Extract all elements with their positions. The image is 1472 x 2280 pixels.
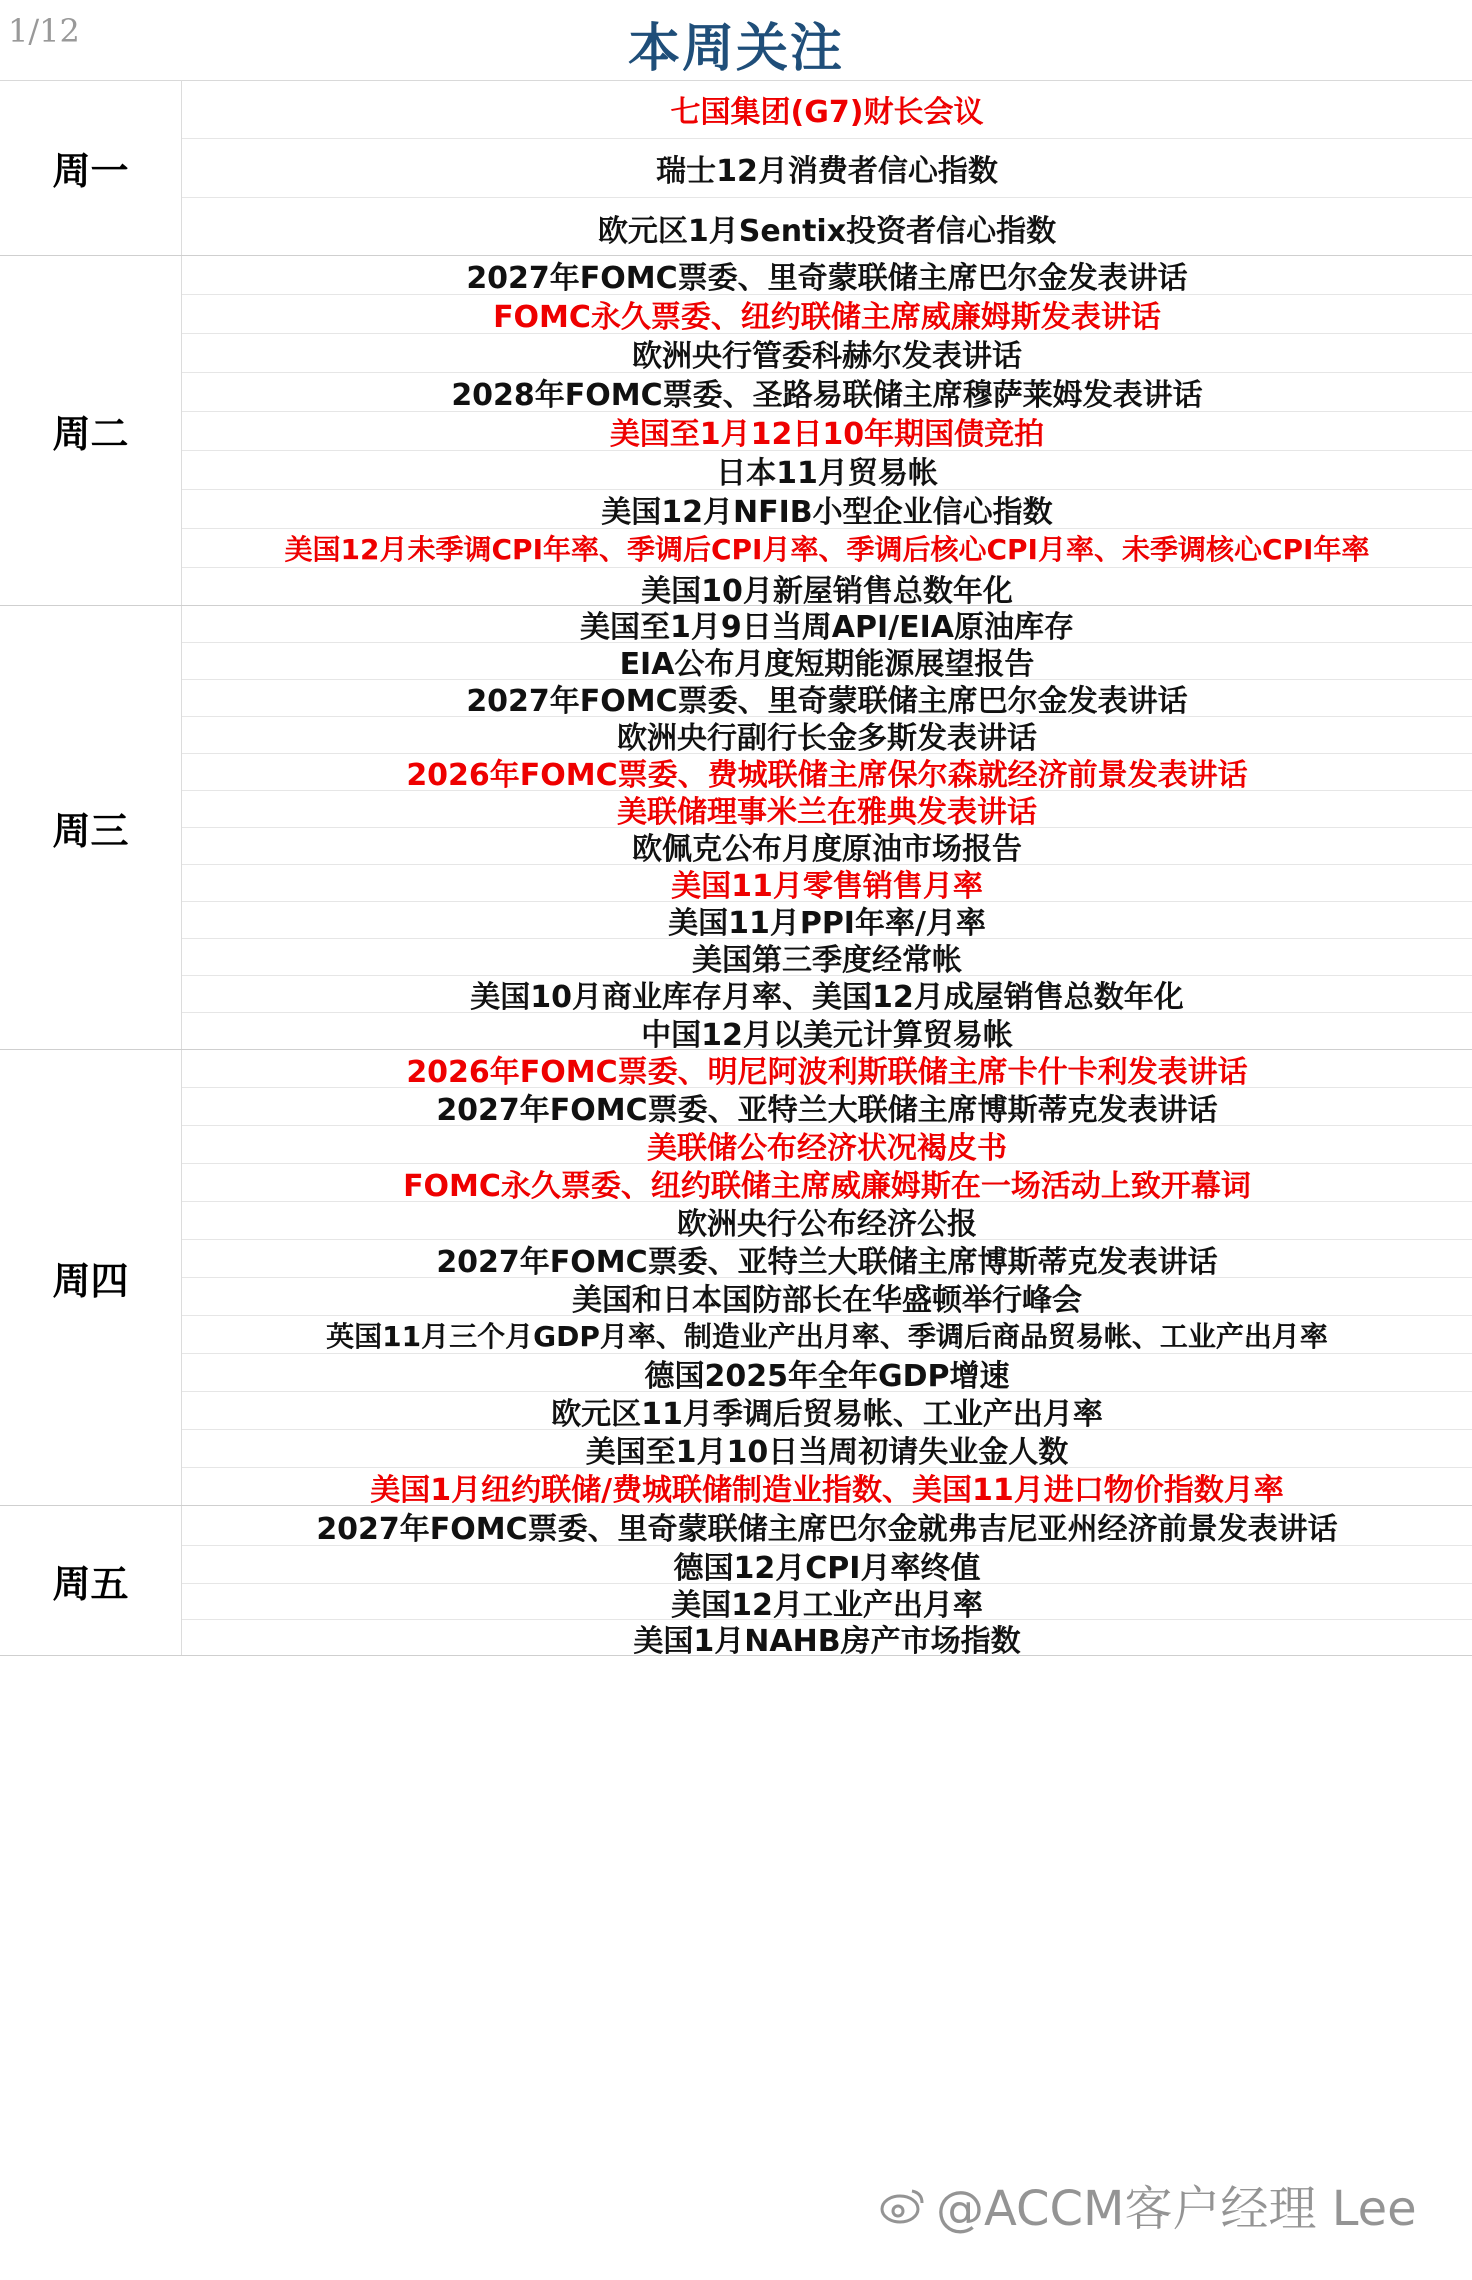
event-row: 2027年FOMC票委、亚特兰大联储主席博斯蒂克发表讲话 (182, 1088, 1472, 1126)
event-row: 七国集团(G7)财长会议 (182, 80, 1472, 139)
event-row: 美国12月NFIB小型企业信心指数 (182, 490, 1472, 529)
event-row: 美国10月商业库存月率、美国12月成屋销售总数年化 (182, 976, 1472, 1013)
event-row: 瑞士12月消费者信心指数 (182, 139, 1472, 198)
event-row: 欧洲央行公布经济公报 (182, 1202, 1472, 1240)
weibo-icon (880, 2185, 926, 2225)
event-row: 美国至1月10日当周初请失业金人数 (182, 1430, 1472, 1468)
event-row: 美国11月PPI年率/月率 (182, 902, 1472, 939)
day-label: 周二 (0, 256, 182, 605)
event-row: 日本11月贸易帐 (182, 451, 1472, 490)
event-row: 德国2025年全年GDP增速 (182, 1354, 1472, 1392)
page-indicator: 1/12 (8, 12, 80, 50)
header (0, 0, 1472, 81)
event-row: 2027年FOMC票委、里奇蒙联储主席巴尔金发表讲话 (182, 680, 1472, 717)
event-row: 欧元区1月Sentix投资者信心指数 (597, 213, 1057, 249)
day-label: 周三 (0, 606, 182, 1049)
day-group (0, 1050, 1472, 1506)
event-row: 2027年FOMC票委、亚特兰大联储主席博斯蒂克发表讲话 (182, 1240, 1472, 1278)
day-label: 周四 (0, 1050, 182, 1505)
event-row: FOMC永久票委、纽约联储主席威廉姆斯在一场活动上致开幕词 (182, 1164, 1472, 1202)
event-row: 2027年FOMC票委、里奇蒙联储主席巴尔金发表讲话 (182, 256, 1472, 295)
event-row: 美联储理事米兰在雅典发表讲话 (182, 791, 1472, 828)
event-row: 美国10月新屋销售总数年化 (641, 573, 1013, 609)
event-row: 美国第三季度经常帐 (182, 939, 1472, 976)
event-row: 2027年FOMC票委、里奇蒙联储主席巴尔金就弗吉尼亚州经济前景发表讲话 (182, 1506, 1472, 1546)
event-row: 2026年FOMC票委、费城联储主席保尔森就经济前景发表讲话 (182, 754, 1472, 791)
event-row: 美国12月未季调CPI年率、季调后CPI月率、季调后核心CPI月率、未季调核心CPI年率 (182, 529, 1472, 568)
event-row: 美国1月NAHB房产市场指数 (633, 1624, 1021, 1659)
event-row: EIA公布月度短期能源展望报告 (182, 643, 1472, 680)
event-row: 美国12月工业产出月率 (182, 1584, 1472, 1620)
event-row: 欧佩克公布月度原油市场报告 (182, 828, 1472, 865)
event-row: 欧元区11月季调后贸易帐、工业产出月率 (182, 1392, 1472, 1430)
event-row: 欧洲央行管委科赫尔发表讲话 (182, 334, 1472, 373)
event-row: FOMC永久票委、纽约联储主席威廉姆斯发表讲话 (182, 295, 1472, 334)
event-row: 美国11月零售销售月率 (182, 865, 1472, 902)
page-title: 本周关注 (627, 19, 844, 79)
day-group (0, 606, 1472, 1053)
day-group (0, 80, 1472, 256)
event-row: 2026年FOMC票委、明尼阿波利斯联储主席卡什卡利发表讲话 (182, 1050, 1472, 1088)
event-row: 美联储公布经济状况褐皮书 (182, 1126, 1472, 1164)
watermark (880, 2170, 1417, 2239)
day-group (0, 256, 1472, 609)
day-label: 周一 (0, 80, 182, 255)
event-row: 中国12月以美元计算贸易帐 (641, 1017, 1013, 1053)
event-row: 美国和日本国防部长在华盛顿举行峰会 (182, 1278, 1472, 1316)
event-row: 英国11月三个月GDP月率、制造业产出月率、季调后商品贸易帐、工业产出月率 (182, 1316, 1472, 1354)
event-row: 美国1月纽约联储/费城联储制造业指数、美国11月进口物价指数月率 (370, 1473, 1284, 1508)
day-group (0, 1506, 1472, 1659)
event-row: 美国至1月9日当周API/EIA原油库存 (182, 606, 1472, 643)
event-row: 德国12月CPI月率终值 (182, 1546, 1472, 1584)
event-row: 欧洲央行副行长金多斯发表讲话 (182, 717, 1472, 754)
watermark-text: @ACCM客户经理 Lee (936, 2181, 1417, 2237)
event-row: 2028年FOMC票委、圣路易联储主席穆萨莱姆发表讲话 (182, 373, 1472, 412)
day-label: 周五 (0, 1506, 182, 1655)
event-row: 美国至1月12日10年期国债竞拍 (182, 412, 1472, 451)
